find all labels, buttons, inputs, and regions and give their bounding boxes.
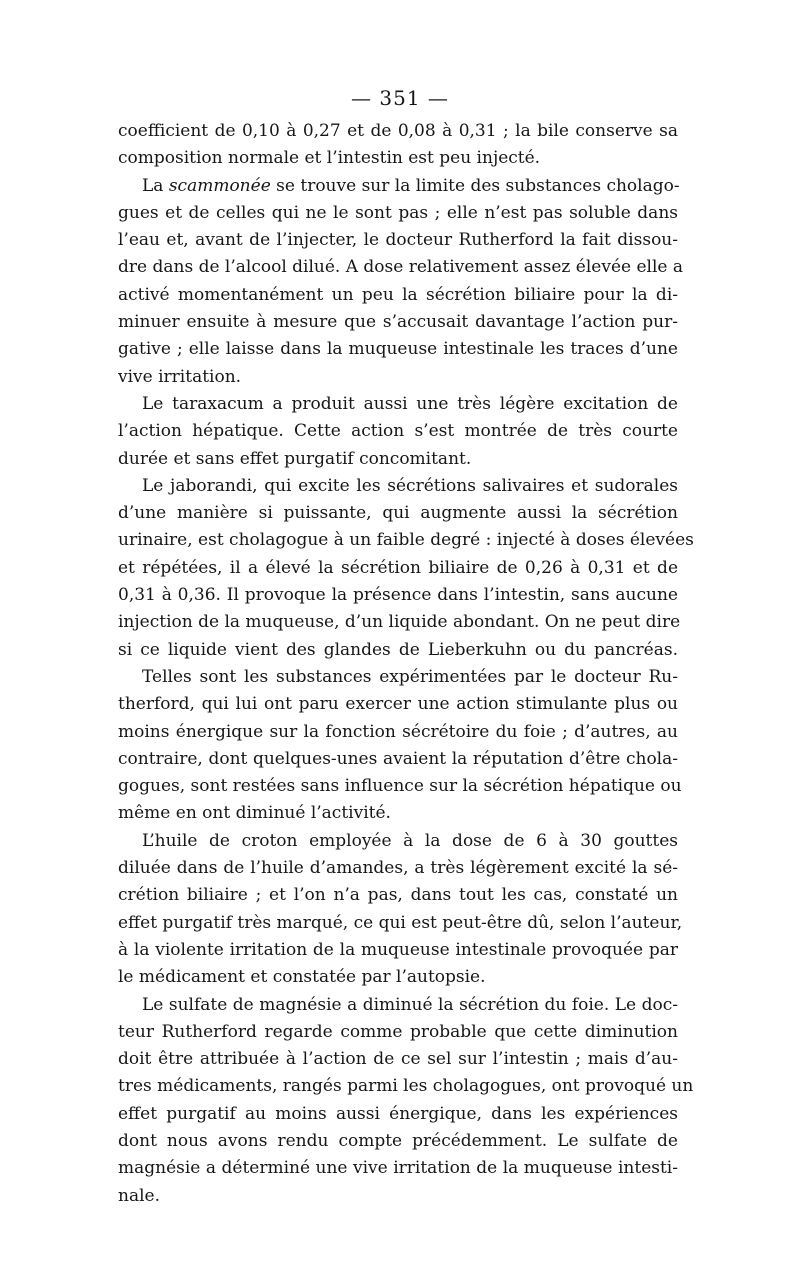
text-line: composition normale et l’intestin est peu injecté. (118, 148, 541, 169)
text-line: et répétées, il a élevé la sécrétion biliaire de 0,26 à 0,31 et de (118, 557, 678, 578)
text-line: effet purgatif très marqué, ce qui est peut-être dû, selon l’auteur, (118, 912, 683, 933)
text-line: vive irritation. (118, 366, 242, 387)
text-line: tres médicaments, rangés parmi les cholagogues, ont provoqué un (118, 1076, 694, 1097)
italic-term: scammonée (168, 175, 271, 196)
text-line: gues et de celles qui ne le sont pas ; elle n’est pas soluble dans (118, 202, 678, 223)
text-line: Le taraxacum a produit aussi une très légère excitation de (142, 393, 678, 414)
text-line: L’huile de croton employée à la dose de 6 à 30 gouttes (142, 830, 678, 851)
text-line: même en ont diminué l’activité. (118, 803, 391, 824)
text-line: injection de la muqueuse, d’un liquide abondant. On ne peut dire (118, 612, 681, 633)
text-line: La scammonée se trouve sur la limite des substances cholago- (142, 175, 680, 196)
text-line: moins énergique sur la fonction sécrétoire du foie ; d’autres, au (118, 721, 678, 742)
text-line: l’action hépatique. Cette action s’est montrée de très courte (118, 421, 678, 442)
text-line: urinaire, est cholagogue à un faible degré : injecté à doses élevées (118, 530, 694, 551)
text-line: 0,31 à 0,36. Il provoque la présence dans l’intestin, sans aucune (118, 585, 678, 606)
text-line: Telles sont les substances expérimentées par le docteur Ru- (142, 666, 678, 687)
text-line: Le jaborandi, qui excite les sécrétions salivaires et sudorales (142, 475, 678, 496)
text-line: magnésie a déterminé une vive irritation de la muqueuse intesti- (118, 1158, 678, 1179)
text-line: l’eau et, avant de l’injecter, le docteur Rutherford la fait dissou- (118, 230, 678, 251)
text-line: teur Rutherford regarde comme probable que cette diminution (118, 1021, 678, 1042)
text-line: coefficient de 0,10 à 0,27 et de 0,08 à 0,31 ; la bile conserve sa (118, 121, 678, 141)
text-line: contraire, dont quelques-unes avaient la réputation d’être chola- (118, 748, 678, 769)
text-line: gative ; elle laisse dans la muqueuse intestinale les traces d’une (118, 339, 678, 360)
text-line: minuer ensuite à mesure que s’accusait davantage l’action pur- (118, 312, 678, 333)
text-line: activé momentanément un peu la sécrétion biliaire pour la di- (118, 284, 678, 305)
text-line: diluée dans de l’huile d’amandes, a très légèrement excité la sé- (118, 858, 678, 879)
text-line: effet purgatif au moins aussi énergique, dans les expériences (118, 1103, 678, 1124)
text-line: gogues, sont restées sans influence sur la sécrétion hépatique ou (118, 776, 682, 797)
text-line: le médicament et constatée par l’autopsie. (118, 967, 486, 988)
text-line: si ce liquide vient des glandes de Lieberkuhn ou du pancréas. (118, 639, 678, 660)
text-line: doit être attribuée à l’action de ce sel sur l’intestin ; mais d’au- (118, 1049, 678, 1070)
text-line: d’une manière si puissante, qui augmente aussi la sécrétion (118, 503, 678, 524)
body-text (118, 118, 694, 1210)
text-line: crétion biliaire ; et l’on n’a pas, dans tout les cas, constaté un (118, 885, 678, 906)
text-line: Le sulfate de magnésie a diminué la sécrétion du foie. Le doc- (142, 994, 678, 1015)
page-number: — 351 — (351, 86, 449, 110)
text-line: nale. (118, 1185, 160, 1206)
text-line: durée et sans effet purgatif concomitant. (118, 448, 472, 469)
text-line: dont nous avons rendu compte précédemment. Le sulfate de (118, 1130, 678, 1151)
text-line: dre dans de l’alcool dilué. A dose relativement assez élevée elle a (118, 257, 684, 278)
text-line: therford, qui lui ont paru exercer une action stimulante plus ou (118, 694, 678, 715)
text-line: à la violente irritation de la muqueuse intestinale provoquée par (118, 939, 678, 960)
